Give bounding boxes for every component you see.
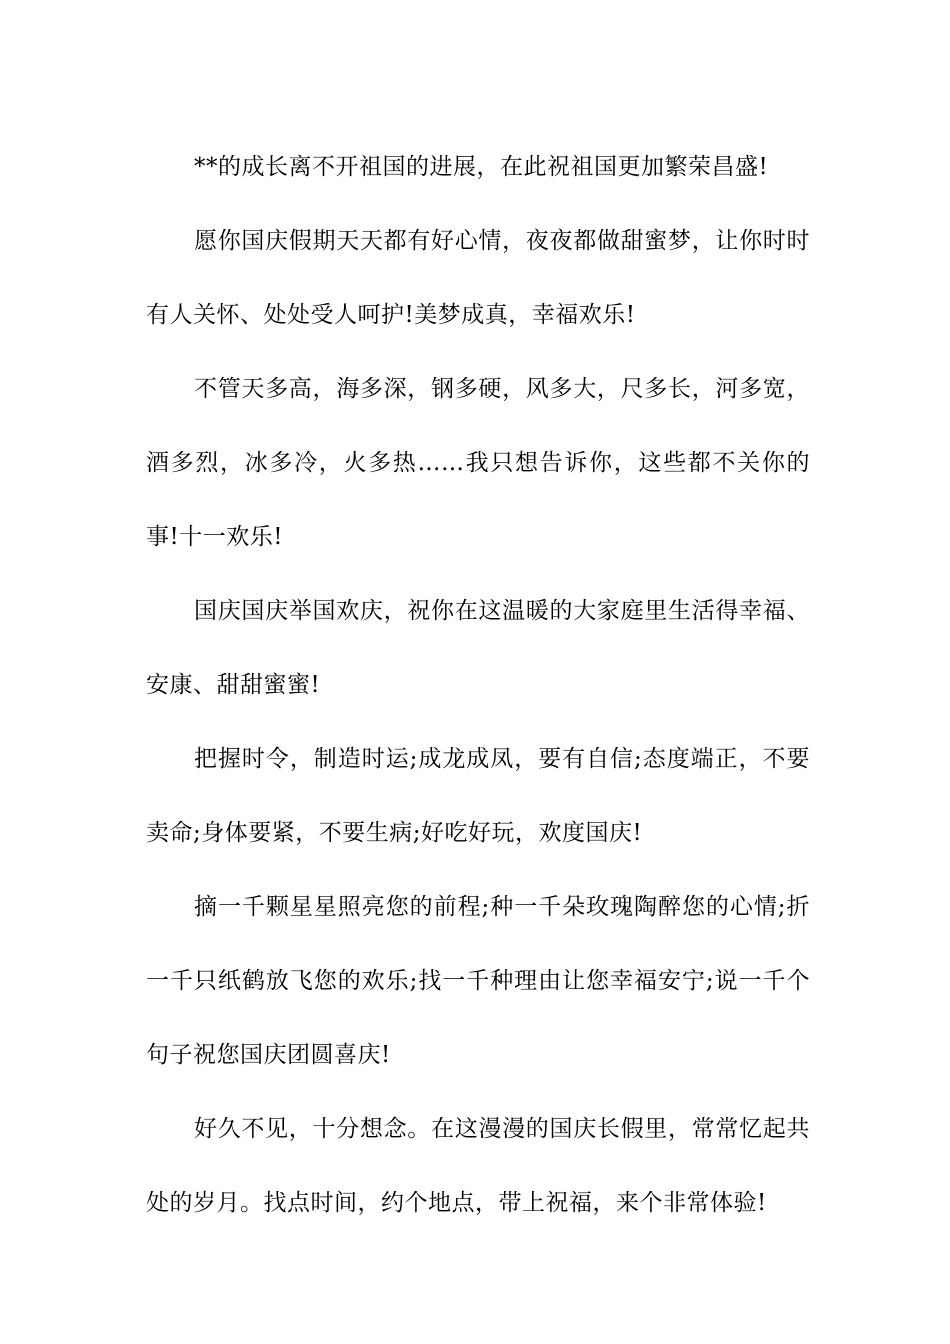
paragraph-2: 愿你国庆假期天天都有好心情，夜夜都做甜蜜梦，让你时时有人关怀、处处受人呵护!美梦成真，幸福欢乐! [146,228,810,328]
paragraph-4: 国庆国庆举国欢庆，祝你在这温暖的大家庭里生活得幸福、安康、甜甜蜜蜜! [146,598,810,698]
paragraph-5: 把握时令，制造时运;成龙成凤，要有自信;态度端正，不要卖命;身体要紧，不要生病;好吃好玩，欢度国庆! [146,746,810,846]
paragraph-6: 摘一千颗星星照亮您的前程;种一千朵玫瑰陶醉您的心情;折一千只纸鹤放飞您的欢乐;找一千种理由让您幸福安宁;说一千个句子祝您国庆团圆喜庆! [146,894,810,1068]
paragraph-7: 好久不见，十分想念。在这漫漫的国庆长假里，常常忆起共处的岁月。找点时间，约个地点，带上祝福，来个非常体验! [146,1116,810,1216]
paragraph-3: 不管天多高，海多深，钢多硬，风多大，尺多长，河多宽，酒多烈，冰多冷，火多热……我只想告诉你，这些都不关你的事!十一欢乐! [146,376,810,550]
document-body [146,130,810,1240]
paragraph-1: **的成长离不开祖国的进展，在此祝祖国更加繁荣昌盛! [194,154,769,180]
